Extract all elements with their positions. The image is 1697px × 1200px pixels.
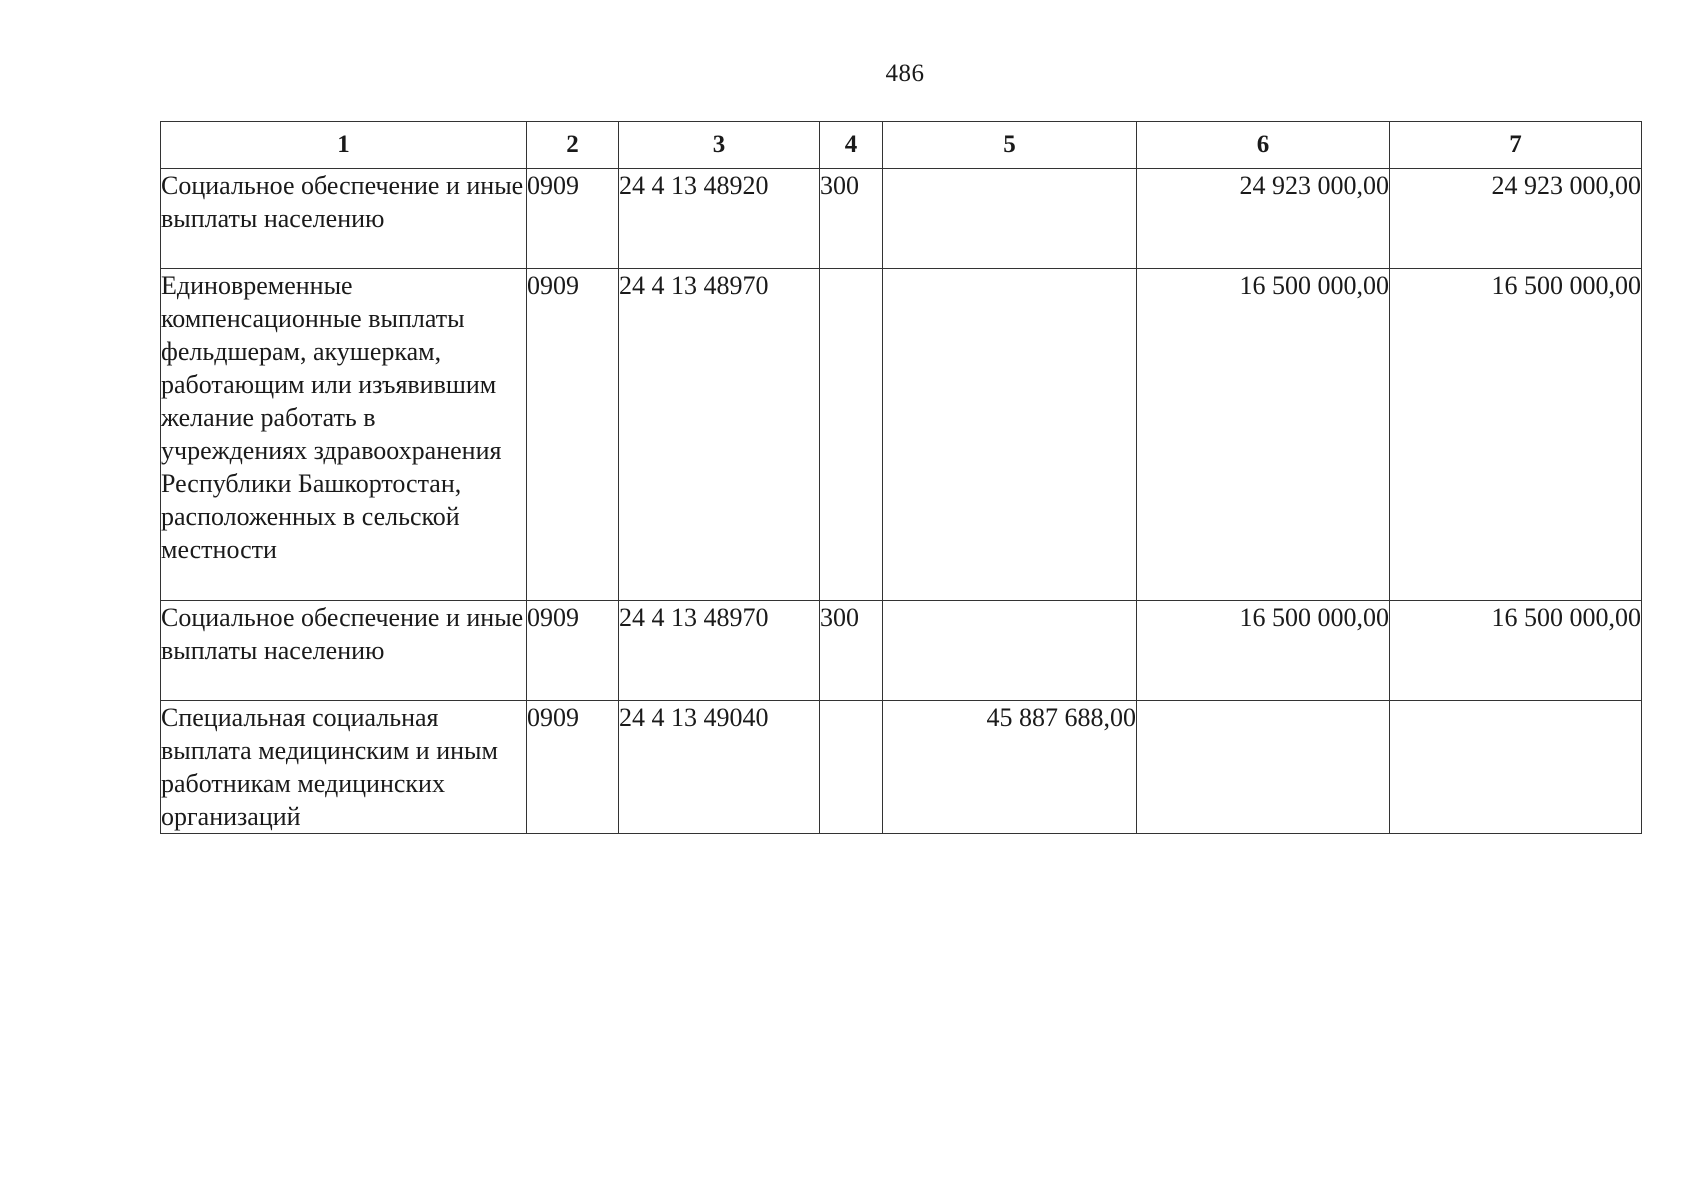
column-header: 2 <box>527 122 619 169</box>
table-row <box>161 269 1642 601</box>
row-col5 <box>883 169 1137 269</box>
row-name: Единовременные компенсационные выплаты фельдшерам, акушеркам, работающим или изъявившим желание работать в учреждениях здравоохранения Республики Башкортостан, расположенных в сельской местности <box>161 269 527 601</box>
row-expense-type <box>820 701 883 834</box>
row-col7: 24 923 000,00 <box>1390 169 1642 269</box>
row-section: 0909 <box>527 601 619 701</box>
column-header: 1 <box>161 122 527 169</box>
row-col5 <box>883 269 1137 601</box>
row-col7 <box>1390 701 1642 834</box>
row-col5 <box>883 601 1137 701</box>
row-col5: 45 887 688,00 <box>883 701 1137 834</box>
table-row <box>161 169 1642 269</box>
row-expense-type <box>820 269 883 601</box>
row-col6 <box>1137 701 1390 834</box>
row-col6: 16 500 000,00 <box>1137 601 1390 701</box>
row-col6: 16 500 000,00 <box>1137 269 1390 601</box>
row-col7: 16 500 000,00 <box>1390 601 1642 701</box>
page-number: 486 <box>885 60 925 87</box>
row-expense-type: 300 <box>820 169 883 269</box>
row-col6: 24 923 000,00 <box>1137 169 1390 269</box>
row-section: 0909 <box>527 169 619 269</box>
table-row <box>161 701 1642 834</box>
row-name: Специальная социальная выплата медицинским и иным работникам медицинских организаций <box>161 701 527 834</box>
row-target-article: 24 4 13 48970 <box>619 601 820 701</box>
column-header: 6 <box>1137 122 1390 169</box>
table-header-row <box>161 122 1642 169</box>
row-section: 0909 <box>527 269 619 601</box>
row-target-article: 24 4 13 48920 <box>619 169 820 269</box>
row-section: 0909 <box>527 701 619 834</box>
column-header: 7 <box>1390 122 1642 169</box>
column-header: 5 <box>883 122 1137 169</box>
column-header: 4 <box>820 122 883 169</box>
table-row <box>161 601 1642 701</box>
row-expense-type: 300 <box>820 601 883 701</box>
row-target-article: 24 4 13 48970 <box>619 269 820 601</box>
row-target-article: 24 4 13 49040 <box>619 701 820 834</box>
row-name: Социальное обеспечение и иные выплаты населению <box>161 601 527 701</box>
row-col7: 16 500 000,00 <box>1390 269 1642 601</box>
budget-table <box>160 121 1642 834</box>
row-name: Социальное обеспечение и иные выплаты населению <box>161 169 527 269</box>
column-header: 3 <box>619 122 820 169</box>
